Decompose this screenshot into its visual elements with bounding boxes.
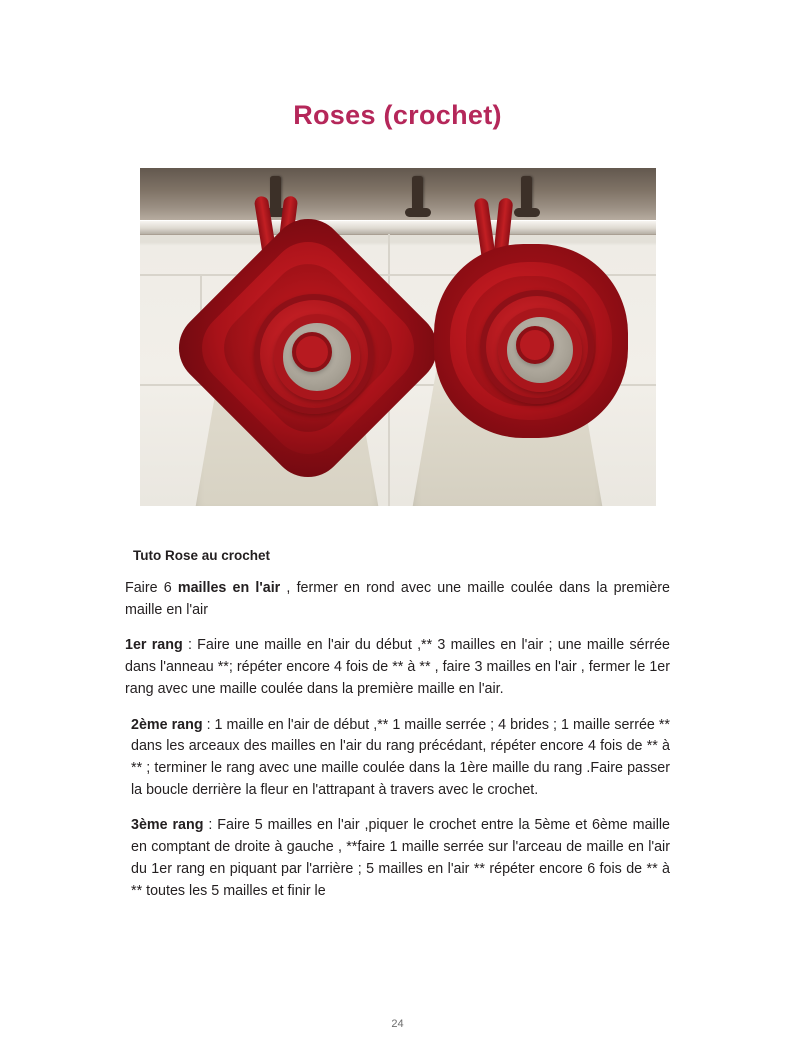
text-run: : Faire 5 mailles en l'air ,piquer le crochet entre la 5ème et 6ème maille en comptant de droite à gauche , **faire 1 maille serrée sur l'arceau de maille en l'air du 1er rang en piquant par l'arrière ; 5 mailles en l'air ** répéter encore 6 fois de ** à ** toutes les 5 mailles et finir le: [131, 817, 670, 899]
photo-crochet-rose-right: [436, 246, 626, 436]
text-run-bold: mailles en l'air: [177, 580, 281, 596]
page-title: Roses (crochet): [293, 100, 502, 130]
photo-rail: [140, 220, 656, 235]
page-number: 24: [391, 1018, 404, 1030]
crochet-roses-photo: [140, 168, 656, 506]
photo-hook-base: [514, 208, 540, 217]
paragraph-intro: [125, 578, 670, 621]
tutorial-body: [125, 578, 670, 916]
text-run: Faire 6: [125, 580, 178, 596]
photo-canvas: [140, 168, 656, 506]
text-run-bold: 3ème rang: [131, 817, 204, 834]
tutorial-caption: Tuto Rose au crochet: [133, 548, 271, 563]
photo-hook-base: [405, 208, 431, 217]
photo-upper-wall: [140, 168, 656, 224]
paragraph-rang2: [125, 715, 670, 802]
paragraph-rang3: [125, 815, 670, 902]
text-run: : 1 maille en l'air de début ,** 1 maille serrée ; 4 brides ; 1 maille serrée ** dans les arceaux des mailles en l'air du rang précédant, répéter encore 4 fois de ** à ** ; terminer le rang avec une maille coulée dans la 1ère maille du rang .Faire passer la boucle derrière la fleur en l'attrapant à travers avec le crochet.: [131, 716, 670, 798]
text-run: : Faire une maille en l'air du début ,** 3 mailles en l'air ; une maille sérrée dans l'anneau **; répéter encore 4 fois de ** à ** , faire 3 mailles en l'air , fermer le 1er rang avec une maille coulée dans la première maille en l'air.: [125, 637, 670, 697]
text-run: , fermer en rond avec une maille coulée dans la première maille en l'air: [125, 580, 670, 618]
paragraph-rang1: [125, 635, 670, 700]
text-run-bold: 1er rang: [125, 637, 183, 654]
photo-crochet-rose-left: [208, 248, 408, 448]
text-run-bold: 2ème rang: [131, 716, 203, 733]
